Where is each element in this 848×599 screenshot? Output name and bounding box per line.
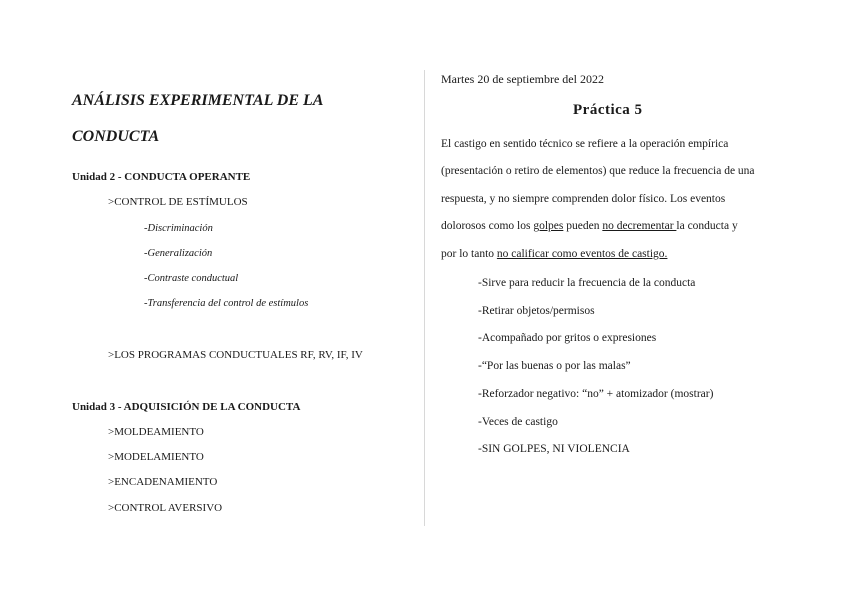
programas-item: >LOS PROGRAMAS CONDUCTUALES RF, RV, IF, IV	[108, 349, 363, 361]
subitem-contraste: -Contraste conductual	[144, 273, 239, 284]
doc-title-line1: ANÁLISIS EXPERIMENTAL DE LA	[72, 92, 324, 109]
practice-title: Práctica 5	[573, 102, 643, 118]
unit3-item-control-aversivo: >CONTROL AVERSIVO	[108, 502, 223, 514]
bullet-item: -“Por las buenas o por las malas”	[478, 360, 631, 372]
unit3-heading: Unidad 3 - ADQUISICIÓN DE LA CONDUCTA	[72, 401, 301, 413]
bullet-item: -Acompañado por gritos o expresiones	[478, 332, 657, 344]
paragraph-line-3: respuesta, y no siempre comprenden dolor físico. Los eventos	[441, 193, 726, 205]
paragraph-line-5	[441, 248, 667, 260]
doc-title-line2: CONDUCTA	[72, 128, 160, 145]
underlined-no-decrementar: no decrementar	[602, 220, 677, 232]
subitem-discriminacion: -Discriminación	[144, 223, 213, 234]
subitem-generalizacion: -Generalización	[144, 248, 213, 259]
paragraph-line-2: (presentación o retiro de elementos) que reduce la frecuencia de una	[441, 165, 755, 177]
paragraph-line-4-c: la conducta y	[676, 220, 738, 232]
paragraph-line-1: El castigo en sentido técnico se refiere a la operación empírica	[441, 138, 729, 150]
date-line: Martes 20 de septiembre del 2022	[441, 72, 604, 86]
paragraph-line-5-a: por lo tanto	[441, 248, 497, 260]
bullet-item: -Retirar objetos/permisos	[478, 305, 595, 317]
paragraph-line-4-a: dolorosos como los	[441, 220, 534, 232]
underlined-no-calificar: no calificar como eventos de castigo.	[496, 248, 668, 260]
unit3-item-moldeamiento: >MOLDEAMIENTO	[108, 426, 204, 438]
paragraph-line-4-b: pueden	[563, 220, 603, 232]
bullet-item: -Veces de castigo	[478, 416, 558, 428]
unit3-item-modelamiento: >MODELAMIENTO	[108, 451, 204, 463]
bullet-item: -SIN GOLPES, NI VIOLENCIA	[478, 443, 630, 455]
control-estimulos-item: >CONTROL DE ESTÍMULOS	[108, 196, 248, 208]
subitem-transferencia: -Transferencia del control de estímulos	[144, 298, 309, 309]
underlined-golpes: golpes	[533, 220, 564, 232]
paragraph-line-4	[441, 220, 738, 232]
unit3-item-encadenamiento: >ENCADENAMIENTO	[108, 476, 218, 488]
page-divider	[424, 70, 425, 526]
bullet-item: -Reforzador negativo: “no” + atomizador (mostrar)	[478, 388, 714, 400]
bullet-item: -Sirve para reducir la frecuencia de la conducta	[478, 277, 696, 289]
unit2-heading: Unidad 2 - CONDUCTA OPERANTE	[72, 171, 251, 183]
